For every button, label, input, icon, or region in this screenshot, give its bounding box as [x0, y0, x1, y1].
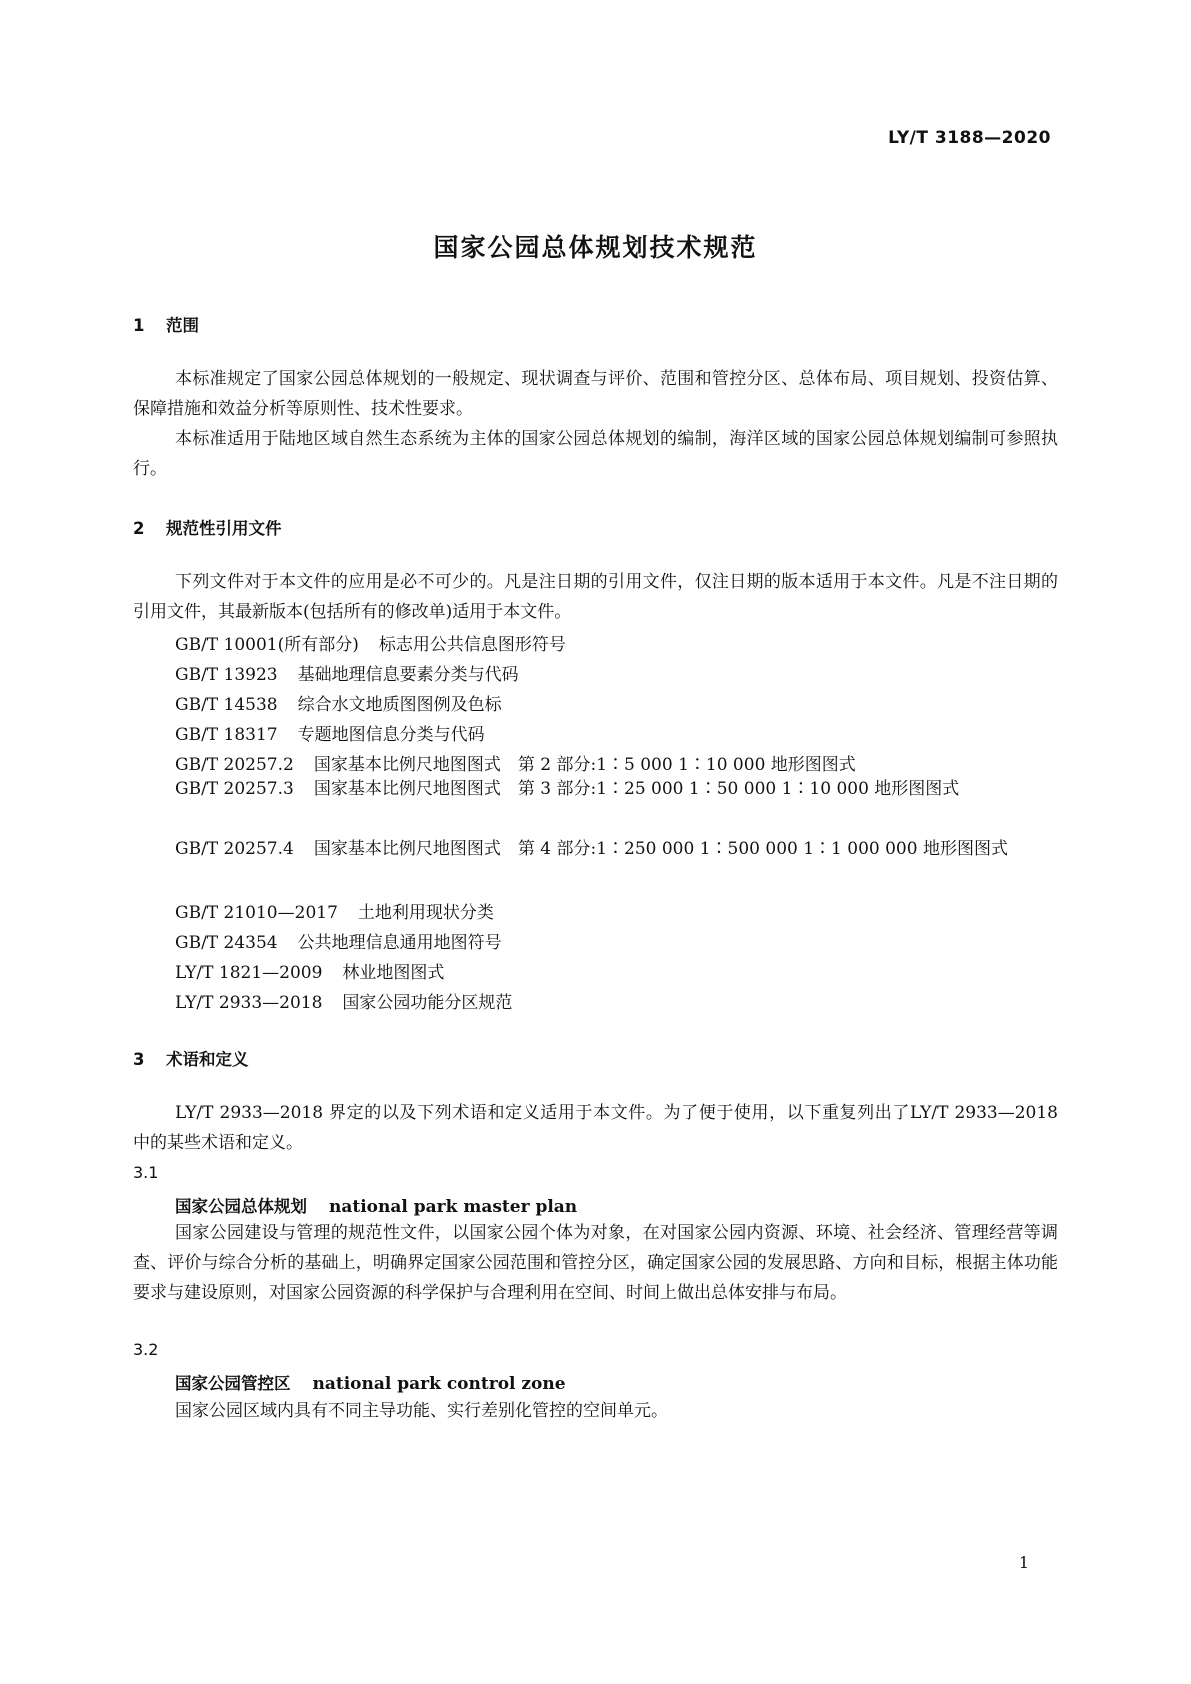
reference-item: [133, 774, 1058, 804]
clause-number: 3.1: [133, 1163, 159, 1182]
reference-code: LY/T 1821—2009: [175, 963, 323, 983]
reference-title: 基础地理信息要素分类与代码: [297, 665, 519, 685]
reference-item: [175, 898, 494, 923]
reference-title: 土地利用现状分类: [357, 903, 494, 923]
reference-title: 国家基本比例尺地图图式 第 4 部分:1∶250 000 1∶500 000 1∶1 000 000 地形图图式: [313, 839, 1008, 859]
reference-item: [175, 750, 856, 775]
page-number: 1: [1018, 1553, 1029, 1572]
paragraph: 下列文件对于本文件的应用是必不可少的。凡是注日期的引用文件，仅注日期的版本适用于本文件。凡是不注日期的引用文件，其最新版本(包括所有的修改单)适用于本文件。: [133, 572, 1058, 622]
paragraph: 本标准适用于陆地区域自然生态系统为主体的国家公园总体规划的编制，海洋区域的国家公园总体规划编制可参照执行。: [133, 429, 1058, 479]
reference-item: [175, 958, 444, 983]
reference-title: 公共地理信息通用地图符号: [297, 933, 502, 953]
section-title: 术语和定义: [166, 1050, 249, 1069]
reference-code: GB/T 14538: [175, 695, 278, 715]
reference-code: GB/T 20257.2: [175, 755, 294, 775]
section-title: 规范性引用文件: [166, 519, 282, 538]
term-definition: 国家公园建设与管理的规范性文件，以国家公园个体为对象，在对国家公园内资源、环境、社会经济、管理经营等调查、评价与综合分析的基础上，明确界定国家公园范围和管控分区，确定国家公园的发展思路、方向和目标，根据主体功能要求与建设原则，对国家公园资源的科学保护与合理利用在空间、时间上做出总体安排与布局。: [133, 1223, 1058, 1303]
reference-code: GB/T 21010—2017: [175, 903, 338, 923]
reference-item: [175, 660, 519, 685]
reference-item: [175, 720, 485, 745]
reference-item: [175, 630, 566, 655]
section-title: 范围: [166, 316, 199, 335]
reference-code: GB/T 10001(所有部分): [175, 635, 359, 655]
reference-title: 综合水文地质图图例及色标: [297, 695, 502, 715]
reference-code: GB/T 18317: [175, 725, 278, 745]
term-entry: [175, 1370, 566, 1394]
term-english: national park control zone: [312, 1374, 566, 1394]
section-number: 3: [133, 1050, 145, 1069]
reference-code: GB/T 13923: [175, 665, 278, 685]
reference-code: LY/T 2933—2018: [175, 993, 323, 1013]
term-chinese: 国家公园管控区: [175, 1374, 291, 1393]
section-2-heading: [133, 515, 282, 539]
section-number: 2: [133, 519, 145, 538]
reference-code: GB/T 24354: [175, 933, 278, 953]
reference-title: 国家公园功能分区规范: [342, 993, 513, 1013]
section-3-heading: [133, 1046, 249, 1070]
section-number: 1: [133, 316, 145, 335]
clause-number: 3.2: [133, 1340, 159, 1359]
document-title: 国家公园总体规划技术规范: [433, 233, 758, 262]
reference-item: [175, 690, 502, 715]
reference-title: 国家基本比例尺地图图式 第 2 部分:1∶5 000 1∶10 000 地形图图式: [313, 755, 856, 775]
reference-title: 标志用公共信息图形符号: [378, 635, 566, 655]
paragraph: LY/T 2933—2018 界定的以及下列术语和定义适用于本文件。为了便于使用，以下重复列出了LY/T 2933—2018 中的某些术语和定义。: [133, 1103, 1058, 1153]
reference-code: GB/T 20257.4: [175, 839, 294, 859]
paragraph: 本标准规定了国家公园总体规划的一般规定、现状调查与评价、范围和管控分区、总体布局、项目规划、投资估算、保障措施和效益分析等原则性、技术性要求。: [133, 369, 1058, 419]
section-1-heading: [133, 312, 199, 336]
reference-title: 专题地图信息分类与代码: [297, 725, 485, 745]
reference-item: [133, 834, 1058, 864]
reference-title: 国家基本比例尺地图图式 第 3 部分:1∶25 000 1∶50 000 1∶10 000 地形图图式: [313, 779, 960, 799]
standard-code: LY/T 3188—2020: [888, 128, 1051, 148]
term-chinese: 国家公园总体规划: [175, 1197, 307, 1216]
term-definition: 国家公园区域内具有不同主导功能、实行差别化管控的空间单元。: [175, 1401, 668, 1421]
term-english: national park master plan: [329, 1197, 578, 1217]
reference-item: [175, 928, 502, 953]
reference-item: [175, 988, 512, 1013]
reference-code: GB/T 20257.3: [175, 779, 294, 799]
reference-title: 林业地图图式: [342, 963, 445, 983]
term-entry: [175, 1193, 577, 1217]
